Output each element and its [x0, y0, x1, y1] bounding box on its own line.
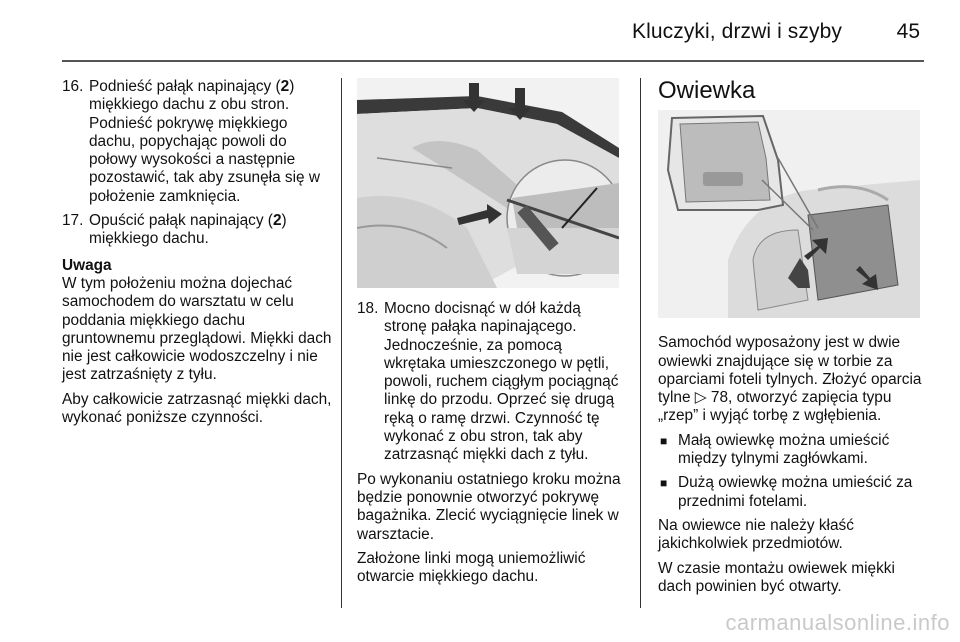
step-text-part: ) miękkiego dachu. [89, 212, 287, 248]
step-16 [62, 78, 332, 206]
paragraph: Po wykonaniu ostatniego kroku można będzie ponownie otworzyć pokrywę bagażnika. Zlecić wyciągnięcie linek w warsztacie. [357, 470, 621, 543]
section-heading: Owiewka [658, 77, 756, 104]
bullet-square-icon: ■ [660, 476, 668, 491]
page-reference[interactable]: 78 [710, 389, 729, 407]
step-number: 17. [62, 212, 84, 230]
page-number: 45 [896, 20, 920, 43]
step-text-part: ) miękkiego dachu z obu stron. Podnieść pokrywę miękkiego dachu, popychając powoli do połowy wysokości a następnie pozostawić, tak aby zsunęła się w położenie zamknięcia. [89, 78, 320, 205]
paragraph [658, 334, 926, 425]
soft-top-illustration [357, 78, 619, 288]
step-text-part: Podnieść pałąk napinający ( [89, 78, 281, 95]
bullet-item [658, 474, 926, 511]
column-middle [357, 78, 627, 592]
step-number: 16. [62, 78, 84, 95]
bullet-text: Małą owiewkę można umieścić między tylnymi zagłówkami. [678, 431, 890, 468]
step-text: Mocno docisnąć w dół każdą stronę pałąka napinającego. Jednocześnie, za pomocą wkrętaka umieszczonego w pętli, powoli, ruchem ciągłym pociągnąć linkę do przodu. Oprzeć się drugą ręką o ramę drzwi. Czynność tę wykonać z obu stron, tak aby zatrzasnąć miękki dach z tyłu. [384, 300, 619, 464]
page-ref-arrow-icon: ▷ [694, 389, 711, 407]
part-reference: 2 [272, 212, 282, 230]
step-text [89, 212, 332, 249]
paragraph: Na owiewce nie należy kłaść jakichkolwiek przedmiotów. [658, 516, 854, 553]
step-18 [357, 300, 627, 465]
column-divider [640, 78, 641, 608]
column-divider [341, 78, 342, 608]
header-divider [62, 60, 924, 62]
step-number: 18. [357, 300, 379, 317]
wind-deflector-illustration [658, 110, 920, 318]
paragraph: Aby całkowicie zatrzasnąć miękki dach, wykonać poniższe czynności. [62, 390, 332, 427]
paragraph: Założone linki mogą uniemożliwić otwarcie miękkiego dachu. [357, 549, 586, 586]
step-text-part: Opuścić pałąk napinający ( [89, 212, 273, 230]
bullet-square-icon: ■ [660, 433, 668, 448]
watermark: carmanualsonline.info [725, 610, 950, 635]
text-part: , otworzyć zapięcia typu „rzep” i wyjąć torbę z wgłębienia. [658, 389, 892, 425]
bullet-text: Dużą owiewkę można umieścić za przednimi fotelami. [678, 474, 913, 510]
step-text [89, 78, 332, 206]
note-text: W tym położeniu można dojechać samochodem do warsztatu w celu poddania miękkiego dachu gruntownemu przeglądowi. Miękki dach nie jest całkowicie wodoszczelny i nie jest zatrzaśnięty z tyłu. [62, 274, 332, 384]
bullet-item [658, 432, 926, 469]
step-17 [62, 212, 332, 249]
running-header-title: Kluczyki, drzwi i szyby [631, 20, 842, 43]
text-part: Samochód wyposażony jest w dwie owiewki znajdujące się w torbie za oparciami foteli tylnych. Złożyć oparcia tylne [658, 334, 922, 407]
paragraph: W czasie montażu owiewek miękki dach powinien być otwarty. [658, 559, 895, 595]
note-title: Uwaga [62, 256, 112, 274]
column-left [62, 78, 332, 433]
part-reference: 2 [280, 78, 290, 95]
column-right [658, 78, 926, 602]
